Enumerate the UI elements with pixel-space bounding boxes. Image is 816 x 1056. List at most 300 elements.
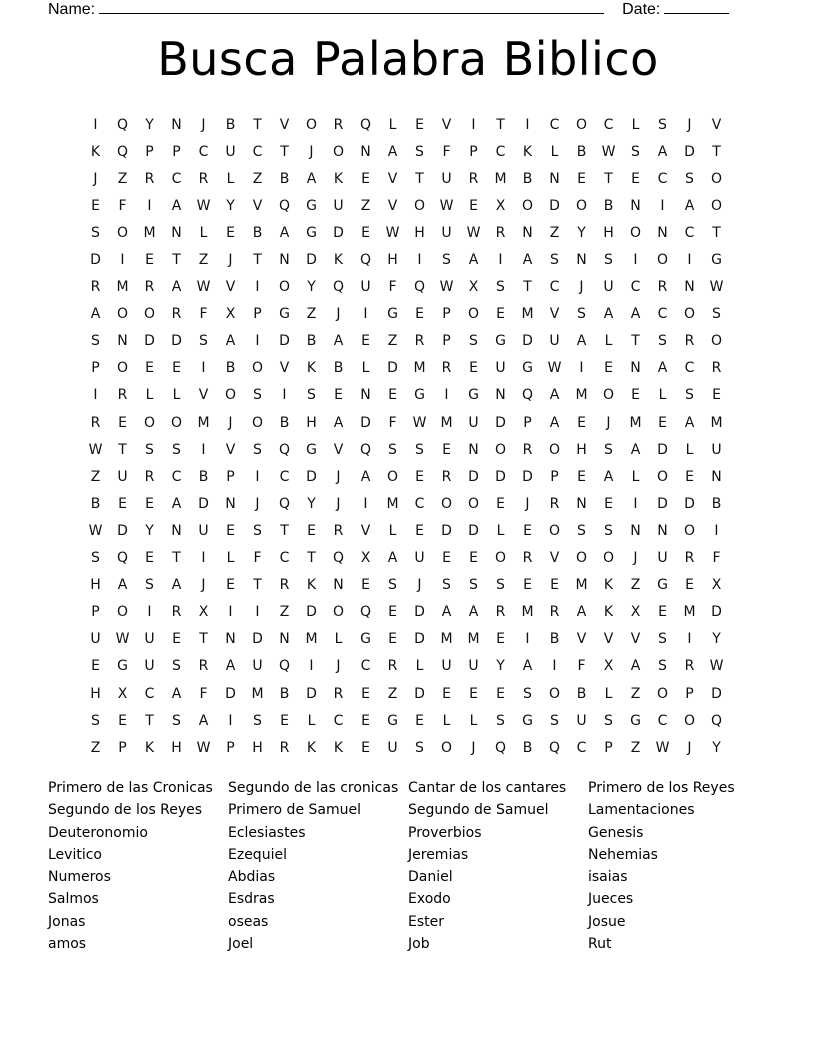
grid-letter[interactable]: F [199,685,208,702]
grid-letter[interactable]: I [255,333,260,350]
grid-letter[interactable]: K [522,143,533,160]
grid-letter[interactable]: T [172,550,181,567]
grid-letter[interactable]: P [442,333,451,350]
grid-letter[interactable]: O [575,550,588,567]
grid-letter[interactable]: Z [198,252,209,269]
grid-letter[interactable]: E [469,550,478,567]
grid-letter[interactable]: A [171,279,182,296]
grid-letter[interactable]: L [307,712,316,729]
grid-letter[interactable]: D [279,333,290,350]
grid-letter[interactable]: R [90,279,101,296]
grid-letter[interactable]: J [606,414,611,431]
grid-letter[interactable]: V [441,116,452,133]
grid-letter[interactable]: W [412,414,427,431]
grid-letter[interactable]: J [228,414,233,431]
grid-letter[interactable]: L [145,387,154,404]
grid-letter[interactable]: L [361,360,370,377]
grid-letter[interactable]: C [657,170,668,187]
grid-letter[interactable]: A [684,414,695,431]
grid-letter[interactable]: M [197,414,210,431]
grid-letter[interactable]: A [630,306,641,323]
grid-letter[interactable]: Q [278,441,291,458]
grid-letter[interactable]: Q [278,197,291,214]
grid-letter[interactable]: R [522,550,533,567]
grid-letter[interactable]: S [253,387,262,404]
grid-letter[interactable]: E [388,604,397,621]
grid-letter[interactable]: J [687,739,692,756]
grid-letter[interactable]: J [336,658,341,675]
grid-letter[interactable]: P [523,414,532,431]
grid-letter[interactable]: D [468,522,479,539]
grid-letter[interactable]: X [495,197,506,214]
grid-letter[interactable]: A [171,685,182,702]
grid-letter[interactable]: T [253,252,262,269]
grid-letter[interactable]: T [280,522,289,539]
grid-letter[interactable]: Q [494,739,507,756]
grid-letter[interactable]: Z [549,224,560,241]
grid-letter[interactable]: I [633,495,638,512]
grid-letter[interactable]: Y [226,197,235,214]
grid-letter[interactable]: U [495,360,506,377]
grid-letter[interactable]: E [550,577,559,594]
grid-letter[interactable]: A [387,143,398,160]
grid-letter[interactable]: C [684,224,695,241]
grid-letter[interactable]: D [306,604,317,621]
grid-letter[interactable]: N [279,252,290,269]
grid-letter[interactable]: A [522,658,533,675]
grid-letter[interactable]: E [307,522,316,539]
grid-letter[interactable]: U [441,658,452,675]
grid-letter[interactable]: H [90,577,101,594]
grid-letter[interactable]: D [414,685,425,702]
grid-letter[interactable]: B [279,685,290,702]
grid-letter[interactable]: K [603,604,614,621]
grid-letter[interactable]: D [468,468,479,485]
grid-letter[interactable]: F [577,658,586,675]
grid-letter[interactable]: I [201,360,206,377]
grid-letter[interactable]: K [306,739,317,756]
grid-letter[interactable]: S [604,712,613,729]
grid-letter[interactable]: L [496,522,505,539]
grid-letter[interactable]: K [333,170,344,187]
grid-letter[interactable]: O [305,116,318,133]
grid-letter[interactable]: G [711,252,722,269]
grid-letter[interactable]: E [631,170,640,187]
grid-letter[interactable]: O [143,414,156,431]
grid-letter[interactable]: M [521,306,534,323]
grid-letter[interactable]: E [577,170,586,187]
grid-letter[interactable]: O [170,414,183,431]
grid-letter[interactable]: M [467,631,480,648]
grid-letter[interactable]: C [495,143,506,160]
grid-letter[interactable]: N [360,387,371,404]
grid-letter[interactable]: B [225,360,236,377]
grid-letter[interactable]: E [172,360,181,377]
grid-letter[interactable]: U [657,550,668,567]
grid-letter[interactable]: K [333,252,344,269]
grid-letter[interactable]: S [145,577,154,594]
grid-letter[interactable]: Y [712,631,721,648]
grid-letter[interactable]: A [468,604,479,621]
grid-letter[interactable]: E [388,631,397,648]
grid-letter[interactable]: O [521,197,534,214]
grid-letter[interactable]: A [333,414,344,431]
grid-letter[interactable]: E [442,550,451,567]
grid-letter[interactable]: D [414,631,425,648]
grid-letter[interactable]: S [496,577,505,594]
grid-letter[interactable]: P [172,143,181,160]
grid-letter[interactable]: J [633,550,638,567]
grid-letter[interactable]: O [332,604,345,621]
grid-letter[interactable]: R [144,468,155,485]
grid-letter[interactable]: R [198,170,209,187]
grid-letter[interactable]: B [279,414,290,431]
grid-letter[interactable]: A [171,197,182,214]
grid-letter[interactable]: L [604,333,613,350]
grid-letter[interactable]: C [576,739,587,756]
grid-letter[interactable]: U [441,224,452,241]
grid-letter[interactable]: J [201,577,206,594]
grid-letter[interactable]: U [333,197,344,214]
grid-letter[interactable]: J [417,577,422,594]
grid-letter[interactable]: Y [712,739,721,756]
grid-letter[interactable]: Q [413,279,426,296]
grid-letter[interactable]: I [525,631,530,648]
grid-letter[interactable]: R [171,306,182,323]
grid-letter[interactable]: E [118,712,127,729]
grid-letter[interactable]: E [361,333,370,350]
grid-letter[interactable]: E [631,387,640,404]
grid-letter[interactable]: E [658,604,667,621]
grid-letter[interactable]: Q [116,143,129,160]
grid-letter[interactable]: D [684,495,695,512]
grid-letter[interactable]: S [496,712,505,729]
grid-letter[interactable]: E [361,739,370,756]
grid-letter[interactable]: R [549,604,560,621]
grid-letter[interactable]: O [116,604,129,621]
grid-letter[interactable]: D [414,604,425,621]
grid-letter[interactable]: J [336,306,341,323]
grid-letter[interactable]: A [549,414,560,431]
grid-letter[interactable]: Q [548,739,561,756]
grid-letter[interactable]: O [683,306,696,323]
grid-letter[interactable]: E [469,197,478,214]
grid-letter[interactable]: S [604,522,613,539]
grid-letter[interactable]: O [710,197,723,214]
grid-letter[interactable]: O [440,739,453,756]
grid-letter[interactable]: I [552,658,557,675]
grid-letter[interactable]: Q [332,279,345,296]
grid-letter[interactable]: Y [145,116,154,133]
grid-letter[interactable]: F [388,279,397,296]
grid-letter[interactable]: N [657,224,668,241]
grid-letter[interactable]: N [630,360,641,377]
grid-letter[interactable]: V [630,631,641,648]
grid-letter[interactable]: M [386,495,399,512]
grid-letter[interactable]: B [225,116,236,133]
grid-letter[interactable]: T [253,577,262,594]
grid-letter[interactable]: Q [278,658,291,675]
grid-letter[interactable]: O [332,143,345,160]
grid-letter[interactable]: E [604,495,613,512]
grid-letter[interactable]: S [658,658,667,675]
grid-letter[interactable]: L [658,387,667,404]
grid-letter[interactable]: E [226,224,235,241]
grid-letter[interactable]: S [91,712,100,729]
grid-letter[interactable]: P [145,143,154,160]
grid-letter[interactable]: P [550,468,559,485]
grid-letter[interactable]: B [279,170,290,187]
grid-letter[interactable]: D [198,495,209,512]
grid-letter[interactable]: L [334,631,343,648]
grid-letter[interactable]: O [629,224,642,241]
grid-letter[interactable]: O [656,252,669,269]
grid-letter[interactable]: S [253,441,262,458]
grid-letter[interactable]: Q [521,387,534,404]
grid-letter[interactable]: S [604,252,613,269]
grid-letter[interactable]: O [548,685,561,702]
grid-letter[interactable]: E [334,387,343,404]
grid-letter[interactable]: G [306,197,317,214]
grid-letter[interactable]: M [305,631,318,648]
grid-letter[interactable]: O [278,279,291,296]
grid-letter[interactable]: B [711,495,722,512]
grid-letter[interactable]: Y [496,658,505,675]
grid-letter[interactable]: U [252,658,263,675]
grid-letter[interactable]: T [712,143,721,160]
grid-letter[interactable]: L [199,224,208,241]
grid-letter[interactable]: V [279,360,290,377]
grid-letter[interactable]: V [225,279,236,296]
grid-letter[interactable]: D [549,197,560,214]
grid-letter[interactable]: R [684,658,695,675]
grid-letter[interactable]: C [171,468,182,485]
grid-letter[interactable]: M [575,387,588,404]
grid-letter[interactable]: N [225,495,236,512]
grid-letter[interactable]: T [253,116,262,133]
grid-letter[interactable]: G [495,333,506,350]
grid-letter[interactable]: U [441,170,452,187]
grid-letter[interactable]: Z [630,685,641,702]
grid-letter[interactable]: P [442,306,451,323]
grid-letter[interactable]: A [630,441,641,458]
grid-letter[interactable]: O [467,306,480,323]
grid-letter[interactable]: V [360,522,371,539]
grid-letter[interactable]: A [90,306,101,323]
grid-letter[interactable]: E [685,577,694,594]
grid-letter[interactable]: I [282,387,287,404]
grid-letter[interactable]: A [441,604,452,621]
grid-letter[interactable]: S [253,522,262,539]
grid-letter[interactable]: E [145,550,154,567]
grid-letter[interactable]: T [496,116,505,133]
grid-letter[interactable]: M [629,414,642,431]
grid-letter[interactable]: O [116,306,129,323]
grid-letter[interactable]: D [360,414,371,431]
grid-letter[interactable]: W [385,224,400,241]
grid-letter[interactable]: W [709,279,724,296]
grid-letter[interactable]: A [117,577,128,594]
grid-letter[interactable]: I [417,252,422,269]
grid-letter[interactable]: F [712,550,721,567]
grid-letter[interactable]: O [494,550,507,567]
grid-letter[interactable]: I [255,279,260,296]
grid-letter[interactable]: E [145,360,154,377]
grid-letter[interactable]: I [147,604,152,621]
grid-letter[interactable]: O [656,685,669,702]
grid-letter[interactable]: S [469,577,478,594]
grid-letter[interactable]: D [522,468,533,485]
grid-letter[interactable]: P [226,739,235,756]
grid-letter[interactable]: U [144,658,155,675]
grid-letter[interactable]: F [388,414,397,431]
grid-letter[interactable]: C [144,685,155,702]
grid-letter[interactable]: D [171,333,182,350]
grid-letter[interactable]: R [144,170,155,187]
grid-letter[interactable]: X [225,306,236,323]
grid-letter[interactable]: L [550,143,559,160]
grid-letter[interactable]: T [712,224,721,241]
grid-letter[interactable]: Y [307,495,316,512]
grid-letter[interactable]: S [442,577,451,594]
grid-letter[interactable]: F [199,306,208,323]
grid-letter[interactable]: P [604,739,613,756]
grid-letter[interactable]: I [255,468,260,485]
grid-letter[interactable]: W [439,197,454,214]
grid-letter[interactable]: E [577,468,586,485]
grid-letter[interactable]: R [441,468,452,485]
grid-letter[interactable]: I [471,116,476,133]
grid-letter[interactable]: L [685,441,694,458]
grid-letter[interactable]: V [576,631,587,648]
grid-letter[interactable]: V [279,116,290,133]
grid-letter[interactable]: R [198,658,209,675]
grid-letter[interactable]: Q [710,712,723,729]
grid-letter[interactable]: N [495,387,506,404]
grid-letter[interactable]: Z [387,333,398,350]
grid-letter[interactable]: D [657,441,668,458]
grid-letter[interactable]: D [333,224,344,241]
grid-letter[interactable]: J [525,495,530,512]
grid-letter[interactable]: S [523,685,532,702]
grid-letter[interactable]: O [224,387,237,404]
grid-letter[interactable]: W [655,739,670,756]
grid-letter[interactable]: M [494,170,507,187]
grid-letter[interactable]: V [198,387,209,404]
grid-letter[interactable]: A [171,577,182,594]
grid-letter[interactable]: H [414,224,425,241]
grid-letter[interactable]: E [361,685,370,702]
grid-letter[interactable]: A [630,658,641,675]
grid-letter[interactable]: G [522,712,533,729]
grid-letter[interactable]: Q [116,550,129,567]
grid-letter[interactable]: N [684,279,695,296]
grid-letter[interactable]: T [145,712,154,729]
grid-letter[interactable]: U [468,658,479,675]
grid-letter[interactable]: M [521,604,534,621]
grid-letter[interactable]: O [386,468,399,485]
grid-letter[interactable]: S [631,143,640,160]
grid-letter[interactable]: H [306,414,317,431]
grid-letter[interactable]: Z [630,577,641,594]
grid-letter[interactable]: O [440,495,453,512]
grid-letter[interactable]: E [496,685,505,702]
grid-letter[interactable]: P [469,143,478,160]
grid-letter[interactable]: B [576,143,587,160]
grid-letter[interactable]: R [684,333,695,350]
grid-letter[interactable]: A [360,468,371,485]
grid-letter[interactable]: E [523,522,532,539]
grid-letter[interactable]: P [253,306,262,323]
grid-letter[interactable]: Y [577,224,586,241]
grid-letter[interactable]: Q [359,252,372,269]
grid-letter[interactable]: E [469,685,478,702]
grid-letter[interactable]: I [633,252,638,269]
grid-letter[interactable]: E [442,441,451,458]
grid-letter[interactable]: O [710,170,723,187]
grid-letter[interactable]: L [226,550,235,567]
grid-letter[interactable]: E [577,414,586,431]
grid-letter[interactable]: A [684,197,695,214]
grid-letter[interactable]: E [685,468,694,485]
grid-letter[interactable]: B [576,685,587,702]
grid-letter[interactable]: R [549,495,560,512]
grid-letter[interactable]: M [440,414,453,431]
grid-letter[interactable]: O [548,441,561,458]
grid-letter[interactable]: S [199,333,208,350]
grid-letter[interactable]: N [468,441,479,458]
grid-letter[interactable]: L [172,387,181,404]
grid-letter[interactable]: C [171,170,182,187]
grid-letter[interactable]: U [576,712,587,729]
grid-letter[interactable]: L [442,712,451,729]
grid-letter[interactable]: S [658,631,667,648]
grid-letter[interactable]: W [88,522,103,539]
grid-letter[interactable]: Q [332,550,345,567]
grid-letter[interactable]: U [603,279,614,296]
grid-letter[interactable]: Q [359,441,372,458]
grid-letter[interactable]: W [709,658,724,675]
grid-letter[interactable]: O [656,468,669,485]
grid-letter[interactable]: S [172,712,181,729]
grid-letter[interactable]: N [711,468,722,485]
grid-letter[interactable]: U [360,279,371,296]
grid-letter[interactable]: R [117,387,128,404]
grid-letter[interactable]: J [228,252,233,269]
grid-letter[interactable]: I [228,712,233,729]
grid-letter[interactable]: E [523,577,532,594]
grid-letter[interactable]: S [577,306,586,323]
grid-letter[interactable]: U [117,468,128,485]
grid-letter[interactable]: G [657,577,668,594]
grid-letter[interactable]: C [549,279,560,296]
grid-letter[interactable]: J [255,495,260,512]
grid-letter[interactable]: I [228,604,233,621]
grid-letter[interactable]: W [88,441,103,458]
grid-letter[interactable]: N [117,333,128,350]
grid-letter[interactable]: S [253,712,262,729]
grid-letter[interactable]: R [495,604,506,621]
grid-letter[interactable]: D [711,604,722,621]
grid-letter[interactable]: P [118,739,127,756]
grid-letter[interactable]: X [603,658,614,675]
grid-letter[interactable]: A [603,468,614,485]
grid-letter[interactable]: D [225,685,236,702]
grid-letter[interactable]: E [415,522,424,539]
grid-letter[interactable]: E [496,306,505,323]
grid-letter[interactable]: E [361,577,370,594]
grid-letter[interactable]: P [226,468,235,485]
